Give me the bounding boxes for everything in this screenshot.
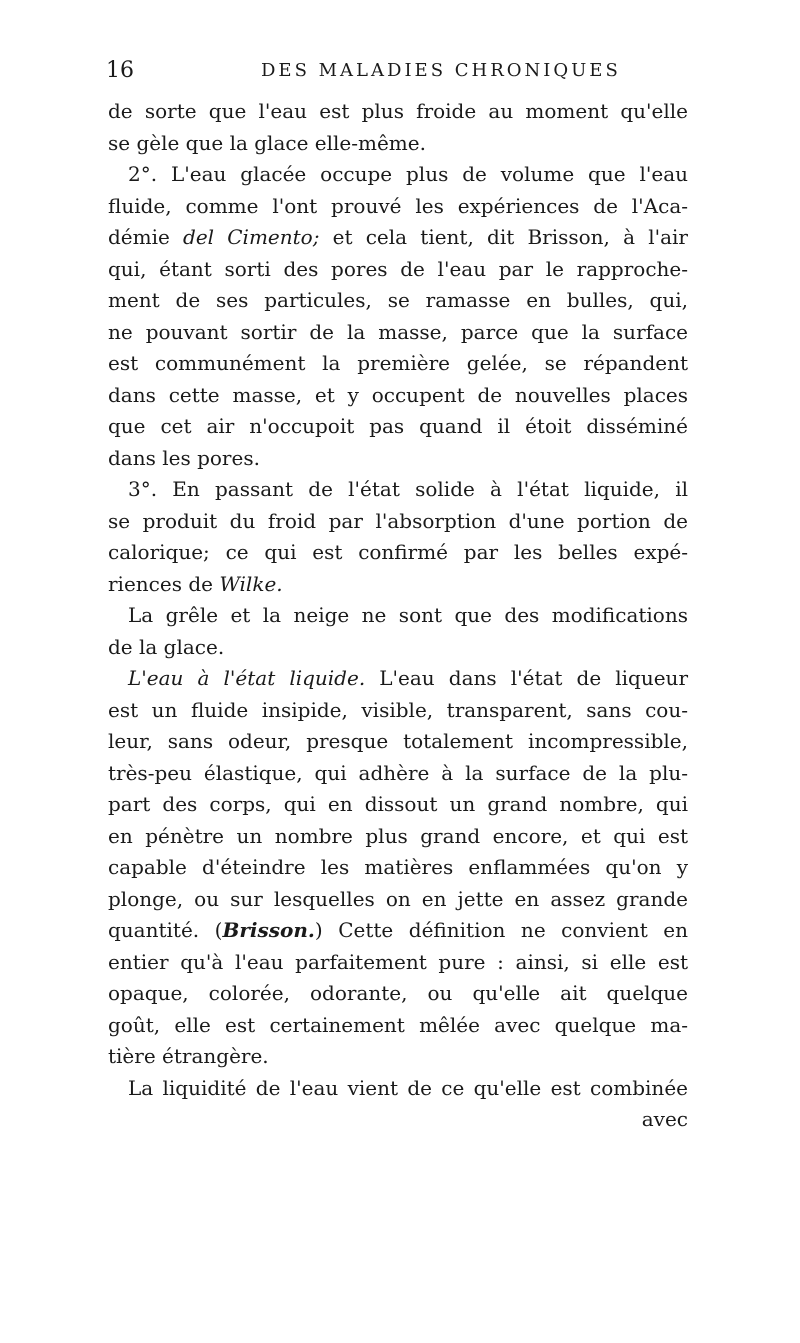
text-line <box>108 852 688 884</box>
text-segment: part des corps, qui en dissout un grand nombre, qui <box>108 792 688 816</box>
text-line <box>108 758 688 790</box>
text-line <box>108 884 688 916</box>
emphasized-text: L'eau à l'état liquide. <box>128 666 366 690</box>
text-line <box>108 569 688 601</box>
text-segment: riences de <box>108 571 220 596</box>
text-line <box>108 159 688 191</box>
text-line <box>108 726 688 758</box>
text-segment: L'eau dans l'état de liqueur <box>365 666 688 690</box>
text-segment: en pénètre un nombre plus grand encore, et qui est <box>108 823 688 848</box>
text-line <box>108 96 688 128</box>
text-segment: goût, elle est certainement mêlée avec quelque ma- <box>108 1012 688 1037</box>
text-line <box>108 537 688 569</box>
emphasized-text: del Cimento; <box>183 225 320 249</box>
text-segment: opaque, colorée, odorante, ou qu'elle ait quelque <box>108 981 688 1005</box>
text-line <box>108 474 688 506</box>
text-segment: ne pouvant sortir de la masse, parce que la surface <box>108 319 688 344</box>
emphasized-text: Wilke. <box>219 571 283 596</box>
emphasized-text: Brisson. <box>222 918 315 942</box>
text-line <box>108 1073 688 1105</box>
text-segment: calorique; ce qui est confirmé par les belles expé- <box>108 540 688 564</box>
text-segment: qui, étant sorti des pores de l'eau par le rapproche- <box>108 256 688 281</box>
text-line <box>108 128 688 160</box>
text-segment: tière étrangère. <box>108 1044 269 1068</box>
text-segment: et cela tient, dit Brisson, à l'air <box>319 225 688 249</box>
text-line <box>108 632 688 664</box>
text-line <box>108 600 688 632</box>
page-header <box>106 58 686 98</box>
text-segment: capable d'éteindre les matières enflammées qu'on y <box>108 855 688 879</box>
text-segment: 3°. En passant de l'état solide à l'état liquide, il <box>128 477 688 501</box>
text-line <box>108 348 688 380</box>
text-line <box>108 317 688 349</box>
body-text <box>108 96 688 1136</box>
text-segment: très-peu élastique, qui adhère à la surface de la plu- <box>108 760 688 785</box>
text-segment: quantité. ( <box>108 918 223 942</box>
text-line <box>108 978 688 1010</box>
text-line <box>108 695 688 727</box>
text-line <box>108 663 688 695</box>
text-segment: 2°. L'eau glacée occupe plus de volume que l'eau <box>128 162 688 186</box>
text-line <box>108 506 688 538</box>
text-segment: se produit du froid par l'absorption d'une portion de <box>108 508 688 533</box>
text-segment: La grêle et la neige ne sont que des modifications <box>128 603 688 627</box>
text-line <box>108 443 688 475</box>
text-segment: est un fluide insipide, visible, transparent, sans cou- <box>108 697 688 722</box>
text-line <box>108 254 688 286</box>
text-line <box>108 947 688 979</box>
text-line <box>108 285 688 317</box>
running-title: DES MALADIES CHRONIQUES <box>261 60 621 81</box>
text-segment: que cet air n'occupoit pas quand il étoit disséminé <box>108 414 688 438</box>
text-segment: leur, sans odeur, presque totalement incompressible, <box>108 729 688 753</box>
text-line <box>108 821 688 853</box>
text-segment: entier qu'à l'eau parfaitement pure : ainsi, si elle est <box>108 949 688 974</box>
text-segment: La liquidité de l'eau vient de ce qu'elle est combinée <box>128 1075 688 1100</box>
text-line <box>108 222 688 254</box>
text-line <box>108 411 688 443</box>
text-line <box>108 789 688 821</box>
text-segment: démie <box>108 225 184 249</box>
text-segment: de sorte que l'eau est plus froide au moment qu'elle <box>108 99 688 123</box>
text-line <box>108 380 688 412</box>
text-segment: est communément la première gelée, se répandent <box>108 351 688 375</box>
text-segment: de la glace. <box>108 634 225 659</box>
text-segment: ment de ses particules, se ramasse en bulles, qui, <box>108 288 688 312</box>
text-segment: plonge, ou sur lesquelles on en jette en assez grande <box>108 886 688 911</box>
text-line <box>108 191 688 223</box>
text-segment: fluide, comme l'ont prouvé les expériences de l'Aca- <box>108 193 688 218</box>
text-line <box>108 915 688 947</box>
text-line <box>108 1010 688 1042</box>
text-segment: dans cette masse, et y occupent de nouvelles places <box>108 382 688 407</box>
text-segment: dans les pores. <box>108 445 260 470</box>
page-number: 16 <box>106 58 134 83</box>
text-segment: ) Cette définition ne convient en <box>314 918 688 942</box>
text-line <box>108 1041 688 1073</box>
catchword: avec <box>641 1107 688 1131</box>
text-segment: se gèle que la glace elle-même. <box>108 130 426 155</box>
